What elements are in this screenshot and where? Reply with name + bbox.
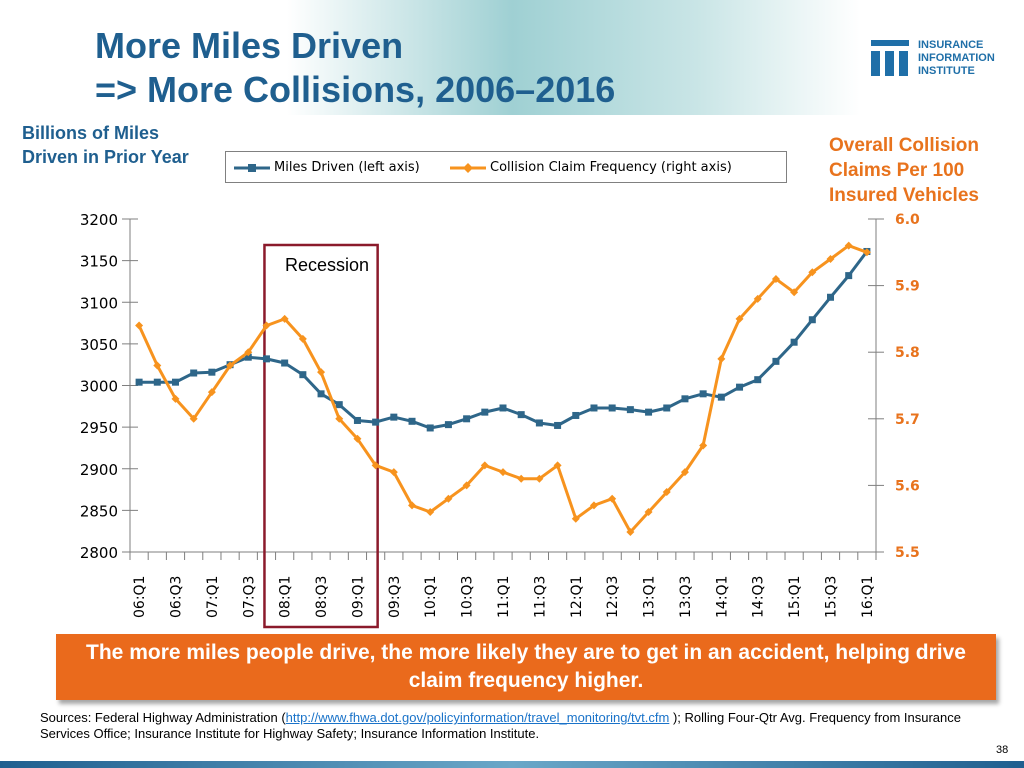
x-tick-label: 14:Q1 <box>714 575 731 618</box>
page-title-line2: => More Collisions, 2006–2016 <box>95 69 616 110</box>
miles-series-point <box>190 370 197 377</box>
miles-series-point <box>208 369 215 376</box>
left-tick-label: 2850 <box>79 502 118 521</box>
x-tick-label: 11:Q1 <box>496 575 512 618</box>
sources-suffix: ); Rolling Four-Qtr Avg. Frequency from Insurance Services Office; Insurance Institute for Highway Safety; Insurance Information Institute. <box>40 710 961 741</box>
right-tick-label: 5.5 <box>895 545 920 561</box>
miles-series-point <box>645 409 652 416</box>
miles-series-point <box>827 294 834 301</box>
miles-series-point <box>627 406 634 413</box>
miles-series-point <box>663 404 670 411</box>
right-tick-label: 5.6 <box>895 478 920 495</box>
x-tick-label: 14:Q3 <box>750 575 767 618</box>
miles-series-point <box>572 412 579 419</box>
miles-series-line <box>139 252 867 429</box>
x-tick-label: 07:Q1 <box>204 575 221 618</box>
logo-line3: INSTITUTE <box>918 65 975 77</box>
sources-link[interactable]: http://www.fhwa.dot.gov/policyinformation/travel_monitoring/tvt.cfm <box>285 710 670 725</box>
miles-series-point <box>463 415 470 422</box>
miles-series-point <box>736 384 743 391</box>
miles-series-point <box>754 376 761 383</box>
miles-series-point <box>372 419 379 426</box>
miles-series-point <box>718 394 725 401</box>
legend-label-miles: Miles Driven (left axis) <box>274 160 420 175</box>
sources-prefix: Sources: Federal Highway Administration ( <box>40 710 286 725</box>
left-tick-label: 2950 <box>79 419 118 438</box>
miles-series-point <box>681 395 688 402</box>
right-tick-label: 5.9 <box>895 278 920 295</box>
sources-note <box>40 710 990 742</box>
miles-series-point <box>154 379 161 386</box>
x-tick-label: 13:Q1 <box>641 575 658 618</box>
left-tick-label: 3200 <box>79 211 118 229</box>
claims-series-point <box>517 475 525 483</box>
miles-series-point <box>427 424 434 431</box>
miles-series-point <box>172 379 179 386</box>
x-tick-label: 09:Q1 <box>350 575 367 618</box>
left-tick-label: 3050 <box>79 335 118 354</box>
x-tick-label: 08:Q3 <box>314 575 331 618</box>
x-tick-label: 10:Q1 <box>423 575 440 618</box>
recession-box <box>264 245 377 627</box>
miles-series-point <box>281 360 288 367</box>
miles-series-point <box>136 379 143 386</box>
miles-series-point <box>554 422 561 429</box>
x-tick-label: 10:Q3 <box>459 575 476 618</box>
x-tick-label: 08:Q1 <box>277 575 294 618</box>
x-tick-label: 15:Q3 <box>823 575 840 618</box>
miles-series-point <box>609 404 616 411</box>
logo-line2: INFORMATION <box>918 52 995 64</box>
x-tick-label: 06:Q3 <box>168 575 185 618</box>
miles-series-point <box>336 401 343 408</box>
miles-series-point <box>299 371 306 378</box>
takeaway-banner: The more miles people drive, the more likely they are to get in an accident, helping drive claim frequency higher. <box>56 634 996 700</box>
left-tick-label: 3100 <box>79 294 118 313</box>
miles-series-point <box>536 419 543 426</box>
logo-line1: INSURANCE <box>918 39 984 51</box>
x-tick-label: 06:Q1 <box>132 575 149 618</box>
x-tick-label: 16:Q1 <box>859 575 876 618</box>
miles-series-point <box>772 358 779 365</box>
miles-series-point <box>700 390 707 397</box>
claims-series-line <box>139 246 867 532</box>
left-tick-label: 3000 <box>79 377 118 396</box>
miles-series-point <box>590 404 597 411</box>
page-number: 38 <box>996 744 1009 756</box>
miles-series-point <box>518 411 525 418</box>
x-tick-label: 11:Q3 <box>532 575 549 618</box>
x-tick-label: 09:Q3 <box>386 575 403 618</box>
miles-series-point <box>390 414 397 421</box>
footer-band <box>0 761 1024 768</box>
miles-series-point <box>318 390 325 397</box>
x-tick-label: 07:Q3 <box>241 575 258 618</box>
miles-series-point <box>409 418 416 425</box>
x-tick-label: 12:Q3 <box>605 575 622 618</box>
right-axis-title: Overall Collision Claims Per 100 Insured Vehicles <box>829 135 979 206</box>
left-tick-label: 2900 <box>79 460 118 479</box>
page-title-line1: More Miles Driven <box>95 25 404 66</box>
claims-series-point <box>499 468 507 476</box>
right-tick-label: 6.0 <box>895 212 920 228</box>
miles-series-point <box>445 421 452 428</box>
miles-series-point <box>263 355 270 362</box>
miles-series-point <box>809 316 816 323</box>
recession-label: Recession <box>285 255 370 275</box>
left-tick-label: 2800 <box>79 544 118 562</box>
left-tick-label: 3150 <box>79 252 118 271</box>
miles-series-point <box>791 339 798 346</box>
miles-series-point <box>481 409 488 416</box>
x-tick-label: 15:Q1 <box>787 575 804 618</box>
left-axis-title: Billions of Miles Driven in Prior Year <box>22 123 189 167</box>
right-tick-label: 5.8 <box>895 345 920 362</box>
x-tick-label: 13:Q3 <box>677 575 694 618</box>
miles-series-point <box>500 404 507 411</box>
right-tick-label: 5.7 <box>895 411 920 428</box>
miles-series-point <box>845 272 852 279</box>
miles-series-point <box>354 417 361 424</box>
x-tick-label: 12:Q1 <box>568 575 585 618</box>
legend-label-claims: Collision Claim Frequency (right axis) <box>490 160 732 175</box>
